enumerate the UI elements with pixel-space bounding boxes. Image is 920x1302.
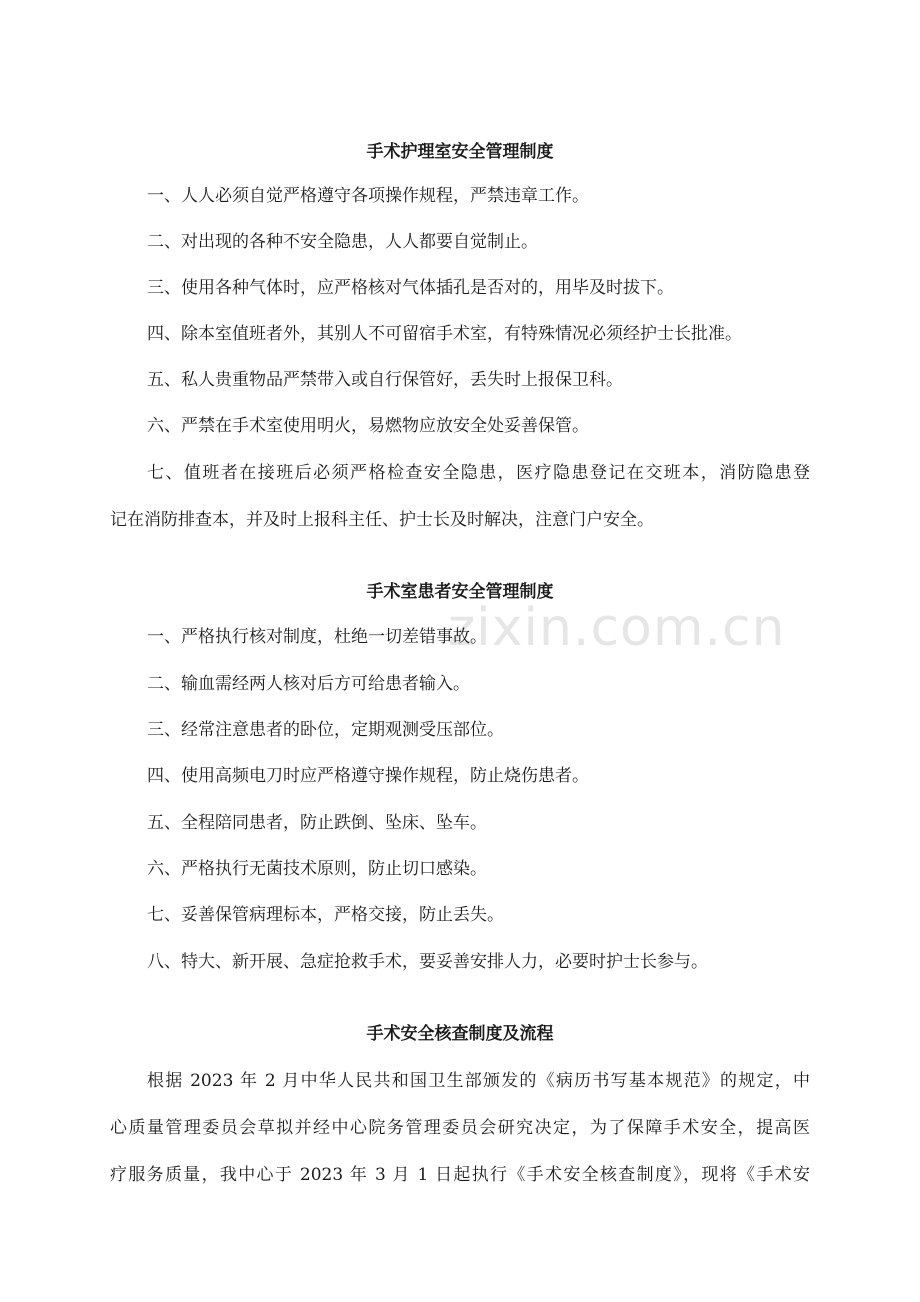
rule-item: 四、使用高频电刀时应严格遵守操作规程，防止烧伤患者。 — [147, 766, 589, 786]
rule-item: 三、使用各种气体时，应严格核对气体插孔是否对的，用毕及时拔下。 — [147, 278, 674, 298]
rule-item: 五、私人贵重物品严禁带入或自行保管好，丢失时上报保卫科。 — [147, 370, 623, 390]
body-line: 根据 2023 年 2 月中华人民共和国卫生部颁发的《病历书写基本规范》的规定，中 — [147, 1071, 810, 1091]
rule-item: 二、对出现的各种不安全隐患，人人都要自觉制止。 — [147, 232, 538, 252]
section-title: 手术安全核查制度及流程 — [366, 1024, 554, 1044]
body-line: 心质量管理委员会草拟并经中心院务管理委员会研究决定，为了保障手术安全，提高医 — [110, 1118, 810, 1138]
rule-item: 三、经常注意患者的卧位，定期观测受压部位。 — [147, 720, 504, 740]
section-title: 手术室患者安全管理制度 — [366, 582, 554, 602]
rule-item: 一、人人必须自觉严格遵守各项操作规程，严禁违章工作。 — [147, 186, 589, 206]
rule-item: 七、值班者在接班后必须严格检查安全隐患，医疗隐患登记在交班本，消防隐患登 — [147, 463, 810, 483]
watermark: zixin.com.cn — [448, 598, 786, 658]
rule-item-continuation: 记在消防排查本，并及时上报科主任、护士长及时解决，注意门户安全。 — [110, 510, 654, 530]
rule-item: 七、妥善保管病理标本，严格交接，防止丢失。 — [147, 905, 504, 925]
rule-item: 二、输血需经两人核对后方可给患者输入。 — [147, 674, 470, 694]
rule-item: 四、除本室值班者外，其别人不可留宿手术室，有特殊情况必须经护士长批准。 — [147, 324, 742, 344]
rule-item: 六、严格执行无菌技术原则，防止切口感染。 — [147, 859, 487, 879]
rule-item: 六、严禁在手术室使用明火，易燃物应放安全处妥善保管。 — [147, 416, 589, 436]
rule-item: 八、特大、新开展、急症抢救手术，要妥善安排人力，必要时护士长参与。 — [147, 952, 708, 972]
rule-item: 五、全程陪同患者，防止跌倒、坠床、坠车。 — [147, 813, 487, 833]
rule-item: 一、严格执行核对制度，杜绝一切差错事故。 — [147, 627, 487, 647]
section-title: 手术护理室安全管理制度 — [366, 142, 554, 162]
body-line: 疗服务质量，我中心于 2023 年 3 月 1 日起执行《手术安全核查制度》，现将《手术安 — [110, 1165, 810, 1185]
